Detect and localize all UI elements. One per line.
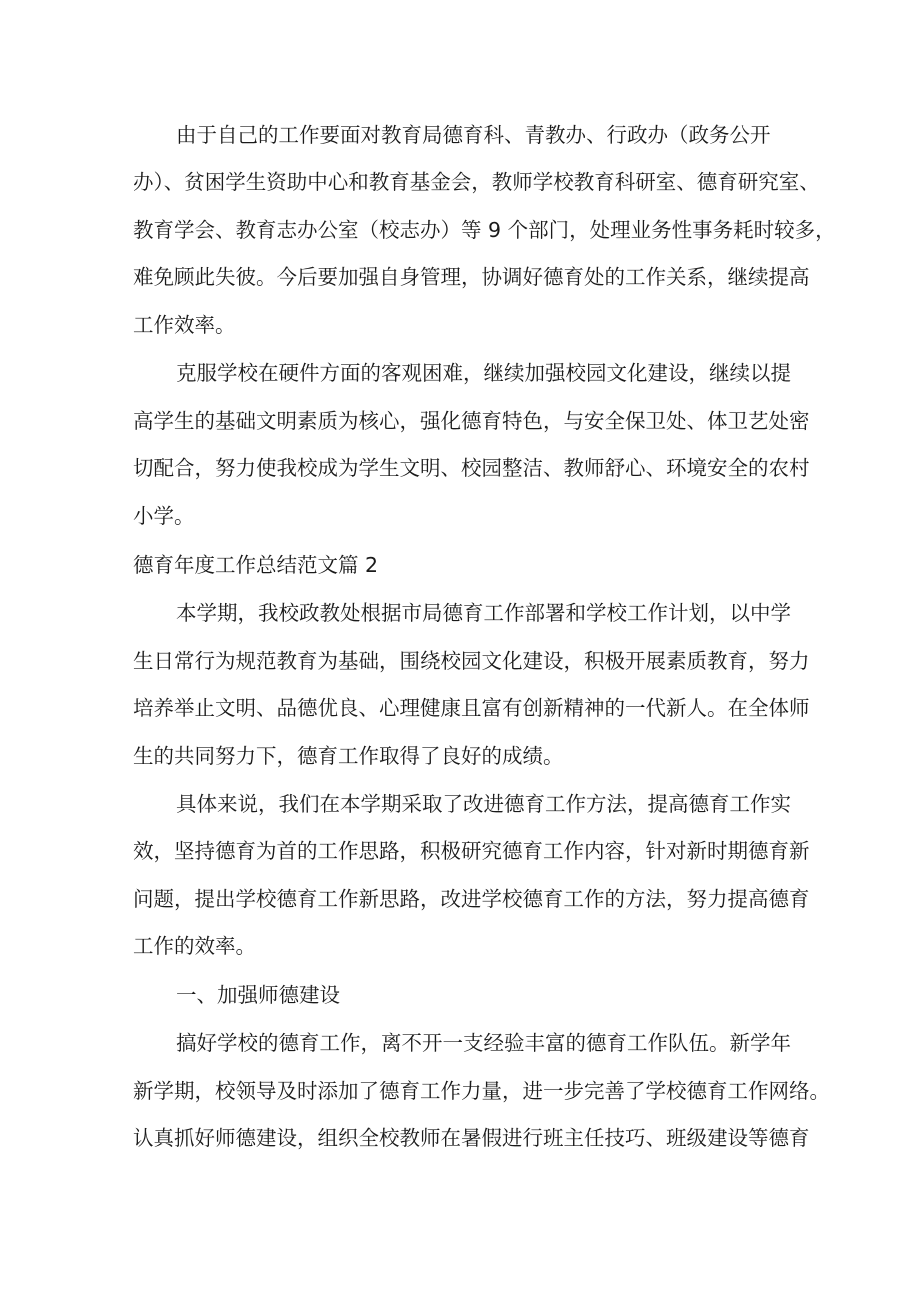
subsection-title: 一、加强师德建设	[176, 983, 340, 1007]
text-line: 效，坚持德育为首的工作思路，积极研究德育工作内容，针对新时期德育新	[133, 839, 810, 863]
text-line: 难免顾此失彼。今后要加强自身管理，协调好德育处的工作关系，继续提高	[133, 265, 810, 289]
text-line: 培养举止文明、品德优良、心理健康且富有创新精神的一代新人。在全体师	[133, 696, 810, 720]
text-line: 搞好学校的德育工作，离不开一支经验丰富的德育工作队伍。新学年	[176, 1031, 791, 1055]
text-line: 由于自己的工作要面对教育局德育科、青教办、行政办（政务公开	[176, 123, 771, 147]
text-line: 教育学会、教育志办公室（校志办）等 9 个部门，处理业务性事务耗时较多，	[133, 218, 836, 242]
text-line: 认真抓好师德建设，组织全校教师在暑假进行班主任技巧、班级建设等德育	[133, 1126, 810, 1150]
text-line: 具体来说，我们在本学期采取了改进德育工作方法，提高德育工作实	[176, 792, 791, 816]
text-line: 新学期，校领导及时添加了德育工作力量，进一步完善了学校德育工作网络。	[133, 1079, 830, 1103]
text-line: 克服学校在硬件方面的客观困难，继续加强校园文化建设，继续以提	[176, 361, 791, 385]
text-line: 工作效率。	[133, 313, 236, 337]
text-line: 本学期，我校政教处根据市局德育工作部署和学校工作计划，以中学	[176, 601, 791, 625]
text-line: 生的共同努力下，德育工作取得了良好的成绩。	[133, 744, 564, 768]
text-line: 切配合，努力使我校成为学生文明、校园整洁、教师舒心、环境安全的农村	[133, 456, 810, 480]
text-line: 问题，提出学校德育工作新思路，改进学校德育工作的方法，努力提高德育	[133, 887, 810, 911]
text-line: 小学。	[133, 504, 195, 528]
text-line: 生日常行为规范教育为基础，围绕校园文化建设，积极开展素质教育，努力	[133, 649, 810, 673]
text-line: 办）、贫困学生资助中心和教育基金会，教师学校教育科研室、德育研究室、	[133, 170, 820, 194]
text-line: 高学生的基础文明素质为核心，强化德育特色，与安全保卫处、体卫艺处密	[133, 409, 810, 433]
text-line: 工作的效率。	[133, 934, 256, 958]
section-heading: 德育年度工作总结范文篇 2	[133, 553, 379, 577]
